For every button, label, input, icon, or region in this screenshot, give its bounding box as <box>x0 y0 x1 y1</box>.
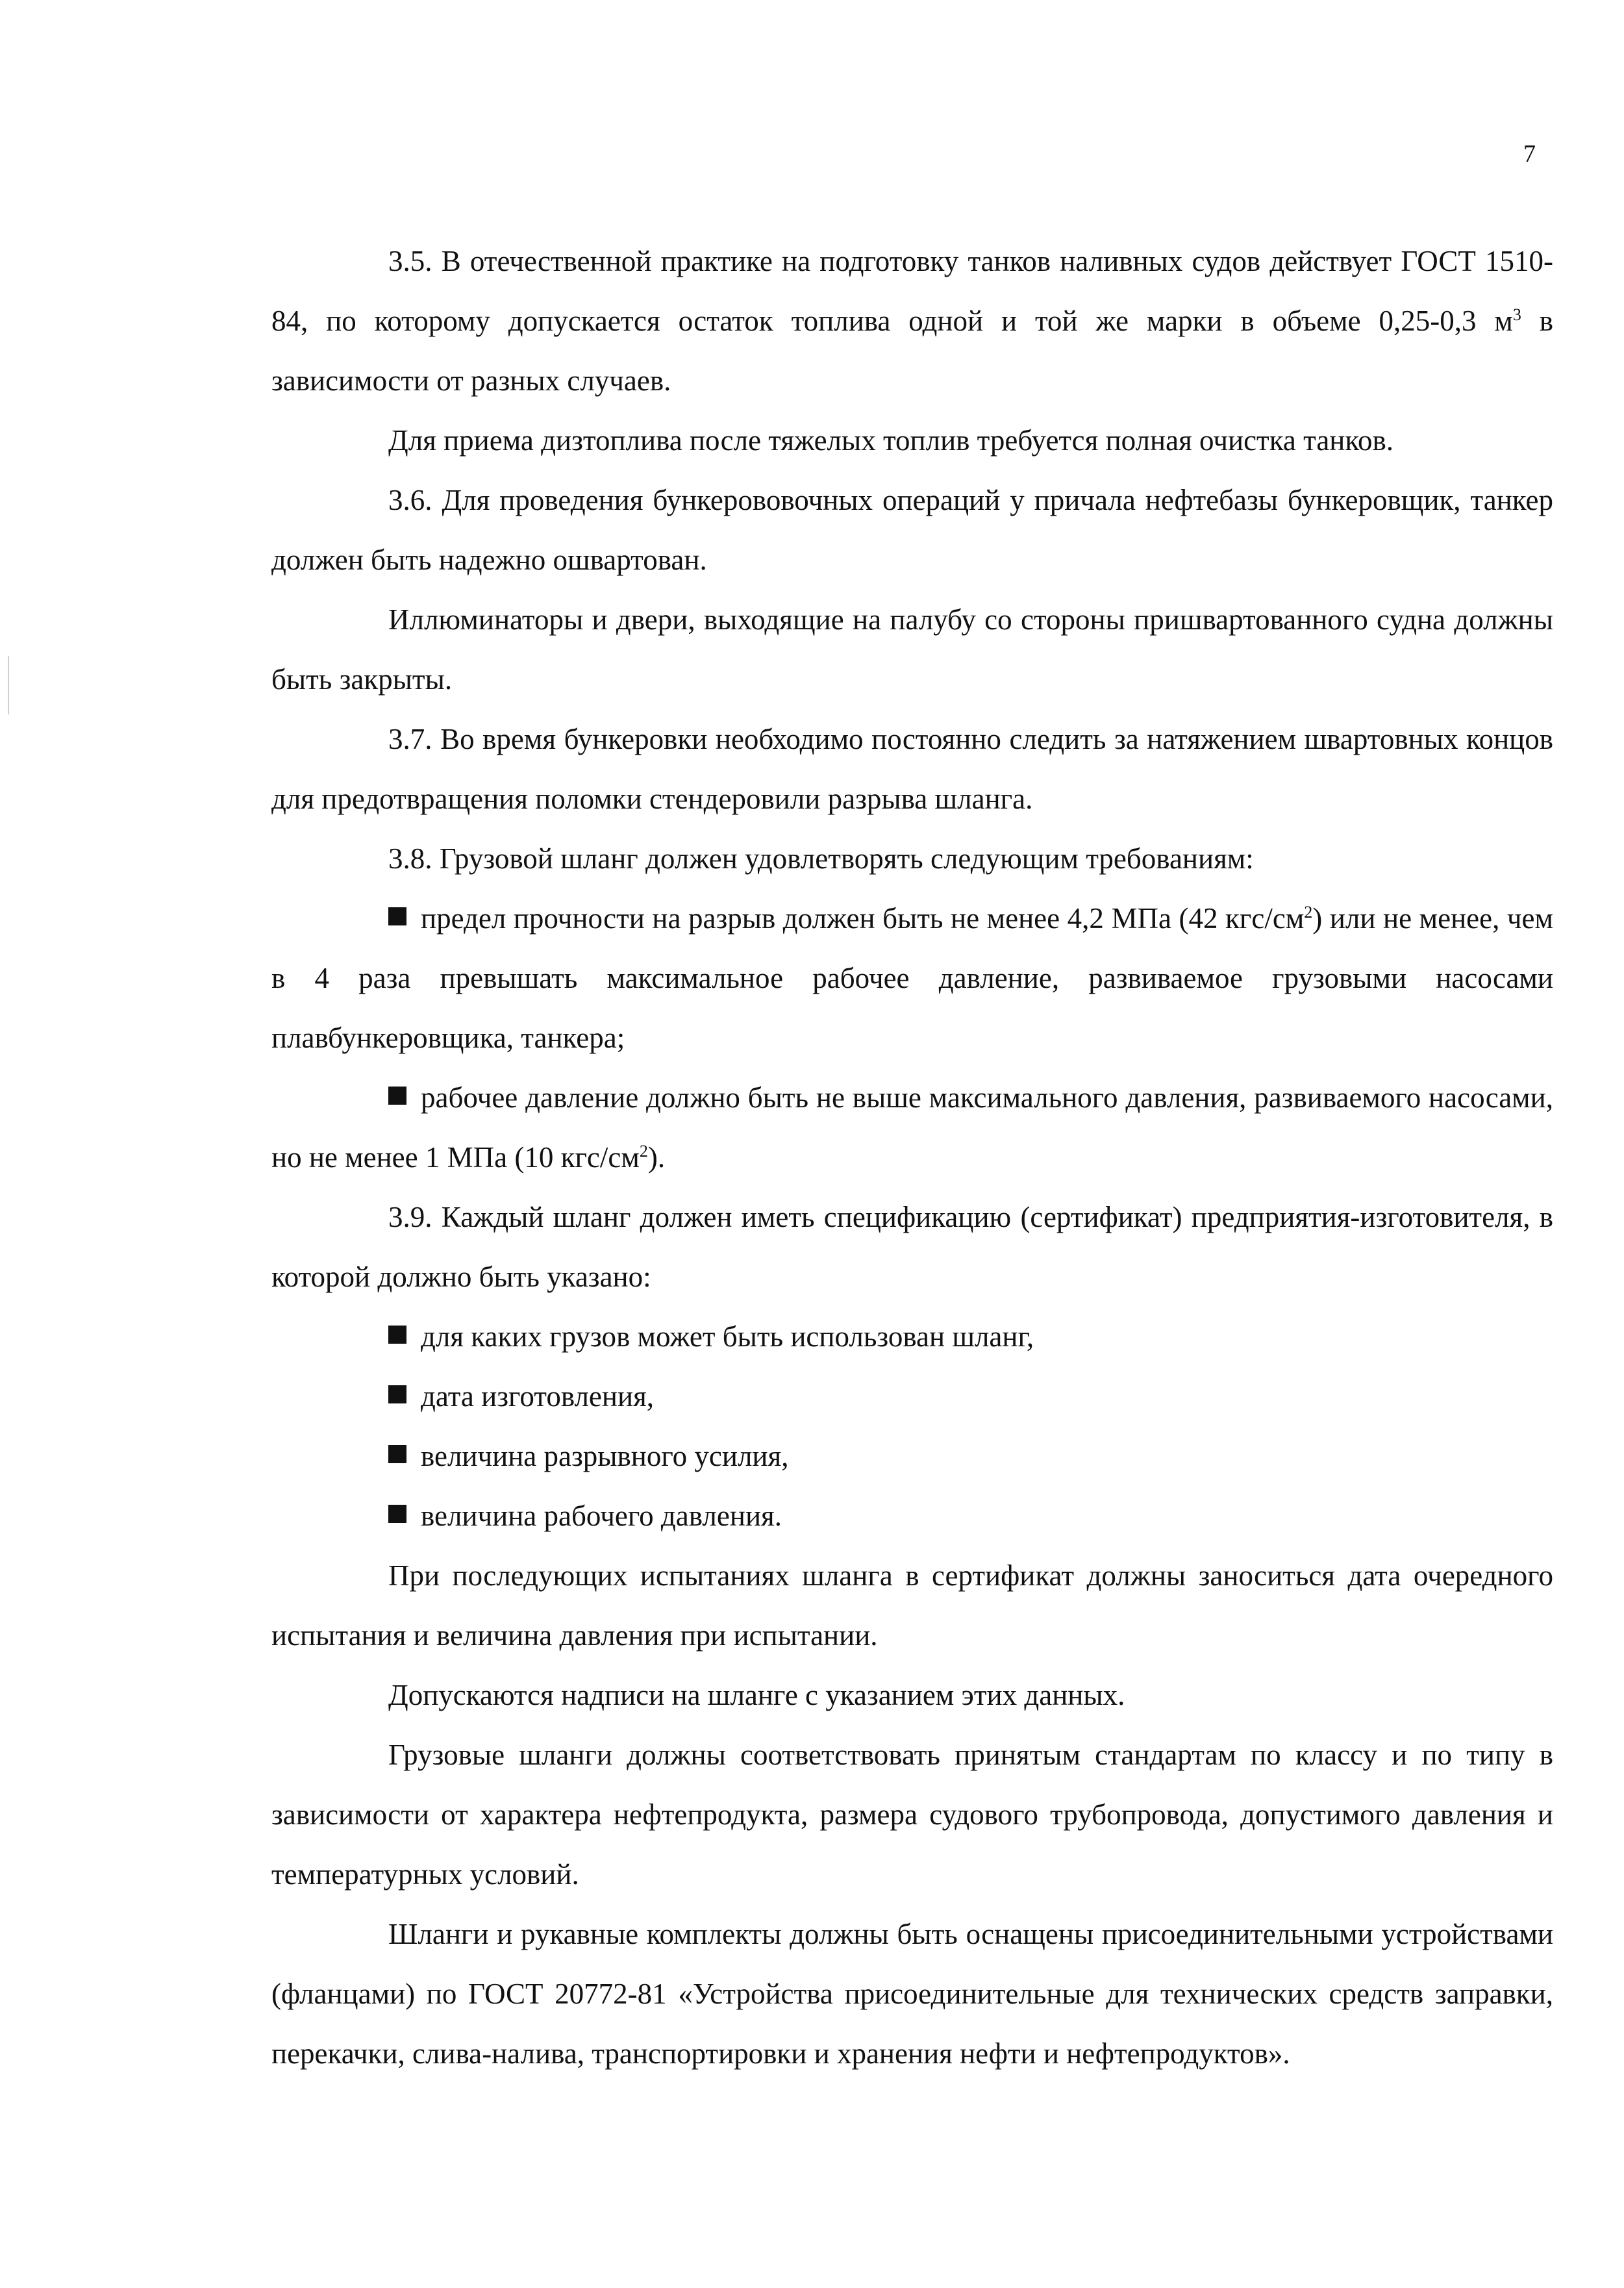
document-body <box>271 231 1553 2083</box>
square-superscript: 2 <box>639 1142 648 1161</box>
square-bullet-icon <box>388 1087 406 1105</box>
square-bullet-icon <box>388 907 406 925</box>
bullet-working-pressure <box>271 1068 1553 1187</box>
paragraph-hose-markings: Допускаются надписи на шланге с указанием этих данных. <box>388 1679 1125 1711</box>
list-item-text: для каких грузов может быть использован шланг, <box>421 1320 1034 1353</box>
list-item <box>271 1307 1553 1366</box>
paragraph-3-8: 3.8. Грузовой шланг должен удовлетворять следующим требованиям: <box>388 842 1254 875</box>
square-superscript: 2 <box>1304 903 1313 922</box>
paragraph-3-7: 3.7. Во время бункеровки необходимо постоянно следить за натяжением швартовных концов для предотвращения поломки стендеровили разрыва шланга. <box>271 723 1553 815</box>
cubic-superscript: 3 <box>1512 305 1521 324</box>
square-bullet-icon <box>388 1505 406 1523</box>
list-item <box>271 1366 1553 1426</box>
paragraph-3-5 <box>271 231 1553 410</box>
list-item-text: дата изготовления, <box>421 1380 655 1413</box>
square-bullet-icon <box>388 1326 406 1344</box>
list-item <box>271 1426 1553 1486</box>
scan-edge-mark <box>8 656 9 714</box>
bullet-pressure-text: рабочее давление должно быть не выше максимального давления, развиваемого насосами, но не менее 1 МПа (10 кгс/см <box>271 1081 1553 1174</box>
paragraph-3-5-text: 3.5. В отечественной практике на подготовку танков наливных судов действует ГОСТ 1510-84, по которому допускается остаток топлива одной и той же марки в объеме 0,25-0,3 м <box>271 245 1553 337</box>
bullet-tensile-strength <box>271 888 1553 1068</box>
paragraph-subsequent-tests: При последующих испытаниях шланга в сертификат должны заноситься дата очередного испытания и величина давления при испытании. <box>271 1559 1553 1652</box>
paragraph-hose-standards: Грузовые шланги должны соответствовать принятым стандартам по классу и по типу в зависимости от характера нефтепродукта, размера судового трубопровода, допустимого давления и температурных условий. <box>271 1739 1553 1891</box>
list-item-text: величина разрывного усилия, <box>421 1440 789 1472</box>
list-item <box>271 1486 1553 1546</box>
list-item-text: величина рабочего давления. <box>421 1500 782 1532</box>
page-number: 7 <box>1523 140 1536 168</box>
paragraph-flanges: Шланги и рукавные комплекты должны быть оснащены присоединительными устройствами (фланцами) по ГОСТ 20772-81 «Устройства присоединительные для технических средств заправки, перекачки, слива-налива, транспортировки и хранения нефти и нефтепродуктов». <box>271 1918 1553 2070</box>
square-bullet-icon <box>388 1445 406 1463</box>
paragraph-3-5-tail: в зависимости от разных случаев. <box>271 305 1553 397</box>
paragraph-3-9: 3.9. Каждый шланг должен иметь спецификацию (сертификат) предприятия-изготовителя, в которой должно быть указано: <box>271 1201 1553 1293</box>
paragraph-3-6: 3.6. Для проведения бункерововочных операций у причала нефтебазы бункеровщик, танкер должен быть надежно ошвартован. <box>271 484 1553 576</box>
square-bullet-icon <box>388 1385 406 1403</box>
paragraph-diesel-cleaning: Для приема дизтоплива после тяжелых топлив требуется полная очистка танков. <box>388 424 1393 457</box>
paragraph-portholes: Иллюминаторы и двери, выходящие на палубу со стороны пришвартованного судна должны быть закрыты. <box>271 603 1553 696</box>
bullet-tensile-tail: ) или не менее, чем в 4 раза превышать максимальное рабочее давление, развиваемое грузовыми насосами плавбункеровщика, танкера; <box>271 902 1553 1054</box>
bullet-pressure-tail: ). <box>647 1141 666 1174</box>
bullet-tensile-text: предел прочности на разрыв должен быть не менее 4,2 МПа (42 кгс/см <box>421 902 1305 935</box>
